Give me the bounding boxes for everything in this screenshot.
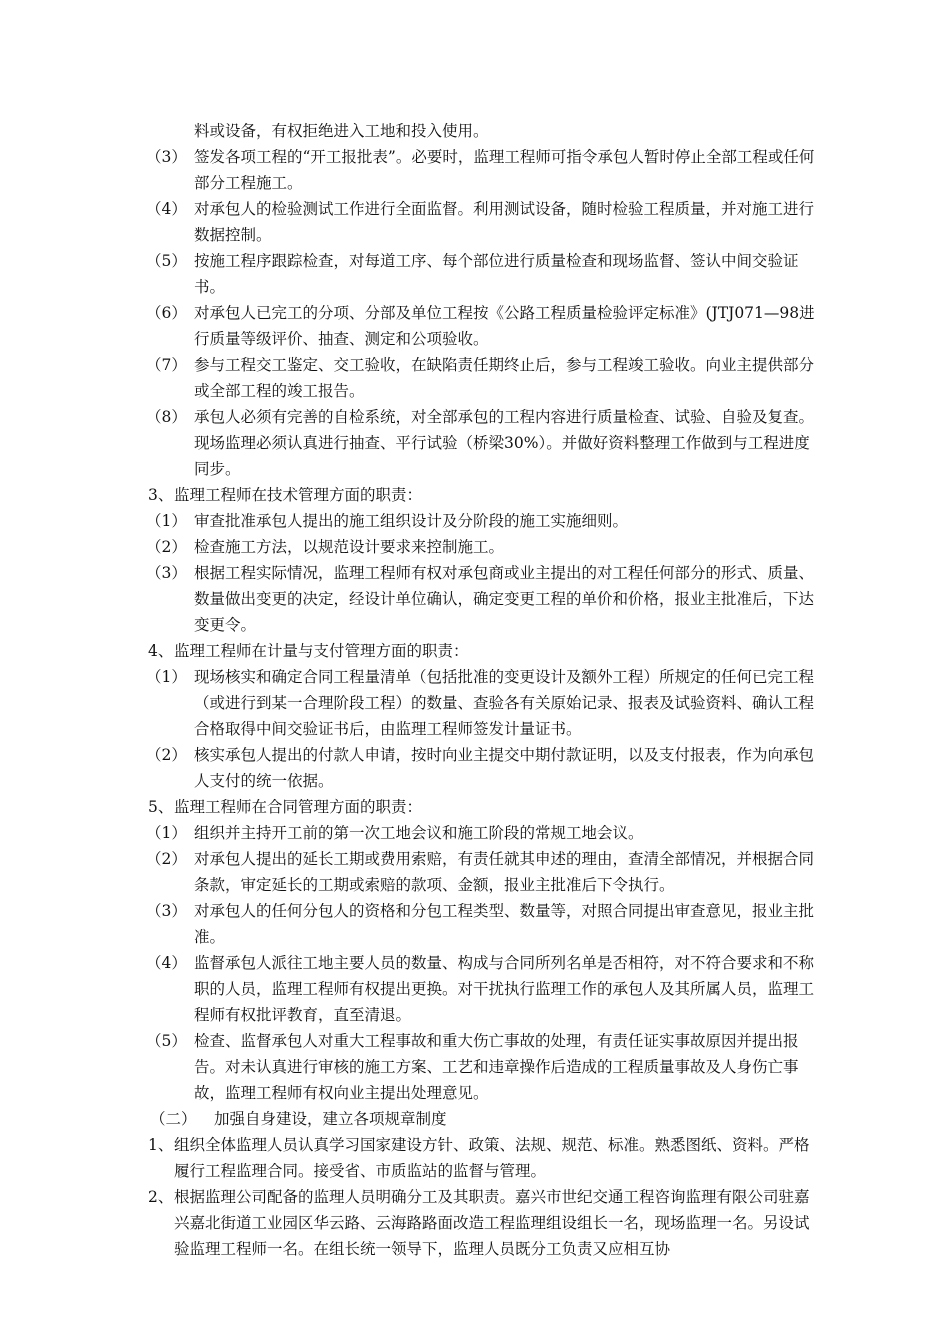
list-item [146, 508, 816, 534]
item-text: 对承包人的检验测试工作进行全面监督。利用测试设备，随时检验工程质量，并对施工进行数据控制。 [194, 200, 815, 244]
item-number: （4） [146, 200, 187, 218]
item-text: 参与工程交工鉴定、交工验收，在缺陷责任期终止后，参与工程竣工验收。向业主提供部分或全部工程的竣工报告。 [194, 356, 815, 400]
item-number: （5） [146, 252, 187, 270]
item-number: （1） [146, 512, 187, 530]
item-text: 检查、监督承包人对重大工程事故和重大伤亡事故的处理，有责任证实事故原因并提出报告。对未认真进行审核的施工方案、工艺和违章操作后造成的工程质量事故及人身伤亡事故，监理工程师有权向业主提出处理意见。 [194, 1032, 799, 1102]
list-item [146, 820, 816, 846]
item-number: （3） [146, 564, 187, 582]
item-number: （3） [146, 902, 187, 920]
item-number: （6） [146, 304, 187, 322]
list-item [146, 898, 816, 950]
item-text: 核实承包人提出的付款人申请，按时向业主提交中期付款证明，以及支付报表，作为向承包人支付的统一依据。 [194, 746, 815, 790]
item-text: 组织并主持开工前的第一次工地会议和施工阶段的常规工地会议。 [194, 824, 644, 842]
item-text: 承包人必须有完善的自检系统，对全部承包的工程内容进行质量检查、试验、自验及复查。现场监理必须认真进行抽查、平行试验（桥梁30%）。并做好资料整理工作做到与工程进度同步。 [194, 408, 815, 478]
item-number: （4） [146, 954, 187, 972]
section-title: 监理工程师在技术管理方面的职责： [174, 486, 423, 504]
subsection-heading [146, 1106, 816, 1132]
list-item [146, 534, 816, 560]
list-item [146, 950, 816, 1028]
section-heading [146, 794, 816, 820]
section-number: 5、 [148, 798, 174, 816]
list-item [146, 1028, 816, 1106]
continued-line [146, 118, 816, 144]
list-item [146, 248, 816, 300]
paragraph-text: 组织全体监理人员认真学习国家建设方针、政策、法规、规范、标准。熟悉图纸、资料。严格履行工程监理合同。接受省、市质监站的监督与管理。 [174, 1136, 810, 1180]
list-item [146, 300, 816, 352]
item-text: 对承包人的任何分包人的资格和分包工程类型、数量等，对照合同提出审查意见，报业主批准。 [194, 902, 815, 946]
item-number: （3） [146, 148, 187, 166]
item-text: 对承包人已完工的分项、分部及单位工程按《公路工程质量检验评定标准》(JTJ071—98进行质量等级评价、抽查、测定和公项验收。 [194, 304, 815, 348]
list-item [146, 846, 816, 898]
document-body [146, 118, 816, 1262]
numbered-paragraph [146, 1132, 816, 1184]
item-text: 按施工程序跟踪检查，对每道工序、每个部位进行质量检查和现场监督、签认中间交验证书。 [194, 252, 799, 296]
list-item [146, 144, 816, 196]
list-item [146, 664, 816, 742]
item-text: 签发各项工程的“开工报批表”。必要时，监理工程师可指令承包人暂时停止全部工程或任何部分工程施工。 [194, 148, 815, 192]
item-number: （2） [146, 850, 187, 868]
section-title: 监理工程师在计量与支付管理方面的职责： [174, 642, 469, 660]
section-number: 3、 [148, 486, 174, 504]
section-heading [146, 482, 816, 508]
item-number: （1） [146, 668, 187, 686]
item-text: 监督承包人派往工地主要人员的数量、构成与合同所列名单是否相符，对不符合要求和不称职的人员，监理工程师有权提出更换。对干扰执行监理工作的承包人及其所属人员，监理工程师有权批评教育，直至清退。 [194, 954, 815, 1024]
item-number: （1） [146, 824, 187, 842]
paragraph-number: 2、 [148, 1188, 174, 1206]
subsection-number: （二） [150, 1110, 197, 1128]
item-text: 审查批准承包人提出的施工组织设计及分阶段的施工实施细则。 [194, 512, 629, 530]
section-heading [146, 638, 816, 664]
list-item [146, 560, 816, 638]
list-item [146, 352, 816, 404]
list-item [146, 404, 816, 482]
section-number: 4、 [148, 642, 174, 660]
paragraph-number: 1、 [148, 1136, 174, 1154]
item-number: （7） [146, 356, 187, 374]
subsection-title: 加强自身建设，建立各项规章制度 [214, 1110, 447, 1128]
numbered-paragraph [146, 1184, 816, 1262]
paragraph-text: 料或设备，有权拒绝进入工地和投入使用。 [194, 122, 489, 140]
item-number: （8） [146, 408, 187, 426]
item-text: 对承包人提出的延长工期或费用索赔，有责任就其申述的理由，查清全部情况，并根据合同条款，审定延长的工期或索赔的款项、金额，报业主批准后下令执行。 [194, 850, 815, 894]
item-text: 检查施工方法，以规范设计要求来控制施工。 [194, 538, 505, 556]
item-number: （5） [146, 1032, 187, 1050]
item-number: （2） [146, 538, 187, 556]
item-text: 现场核实和确定合同工程量清单（包括批准的变更设计及额外工程）所规定的任何已完工程（或进行到某一合理阶段工程）的数量、查验各有关原始记录、报表及试验资料、确认工程合格取得中间交验证书后，由监理工程师签发计量证书。 [194, 668, 815, 738]
paragraph-text: 根据监理公司配备的监理人员明确分工及其职责。嘉兴市世纪交通工程咨询监理有限公司驻嘉兴嘉北街道工业园区华云路、云海路路面改造工程监理组设组长一名，现场监理一名。另设试验监理工程师一名。在组长统一领导下，监理人员既分工负责又应相互协 [174, 1188, 810, 1258]
list-item [146, 742, 816, 794]
list-item [146, 196, 816, 248]
item-number: （2） [146, 746, 187, 764]
item-text: 根据工程实际情况，监理工程师有权对承包商或业主提出的对工程任何部分的形式、质量、数量做出变更的决定，经设计单位确认，确定变更工程的单价和价格，报业主批准后，下达变更令。 [194, 564, 815, 634]
section-title: 监理工程师在合同管理方面的职责： [174, 798, 423, 816]
